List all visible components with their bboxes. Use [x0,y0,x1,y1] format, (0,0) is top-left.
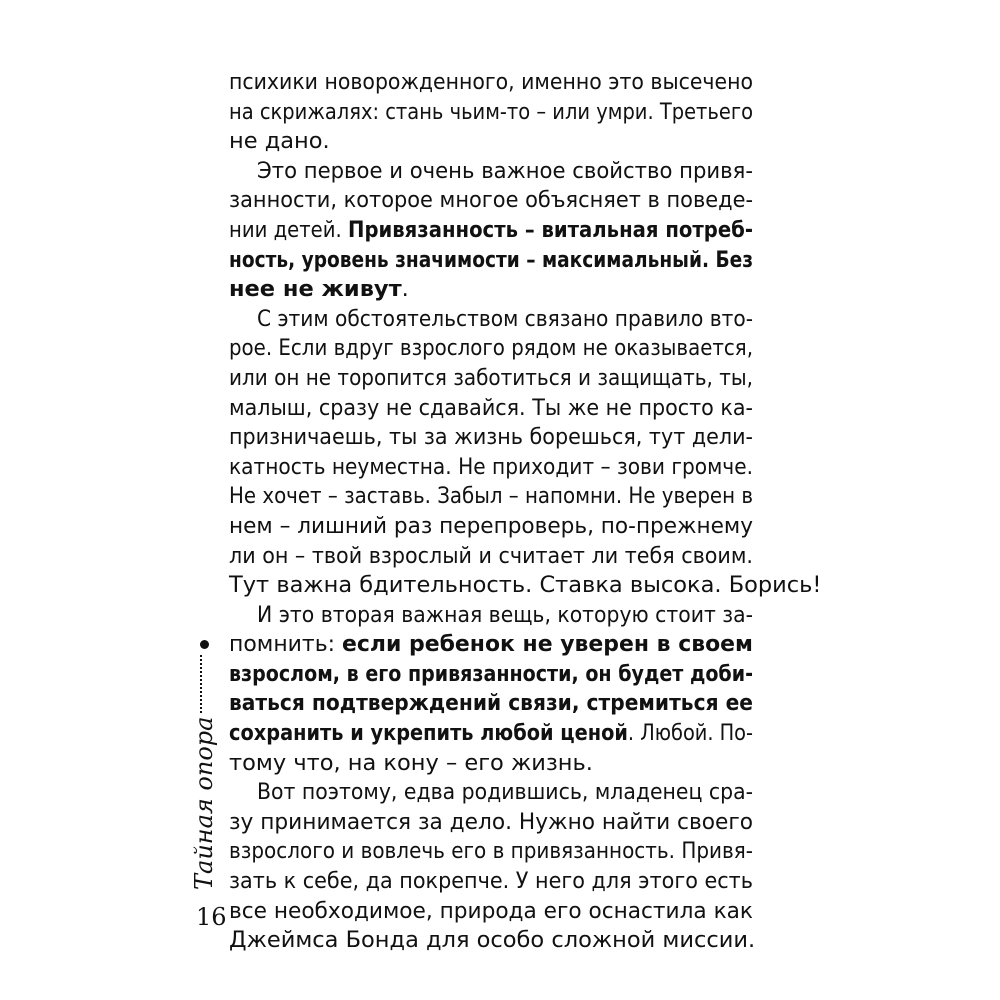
paragraph [229,778,756,956]
text-line [229,216,753,246]
text-line [229,512,753,542]
text-line [229,660,753,690]
leader-dots [200,655,202,713]
text-line [229,98,753,128]
running-title [186,640,222,890]
text: малыш, сразу не сдавайся. Ты же не просто ка- [229,394,753,421]
body-text [229,68,822,956]
text-line [229,423,753,453]
text: зу принимается за дело. Нужно найти своего [229,808,753,835]
bold-text: если ребенок не уверен в своем [342,631,753,658]
bold-text: Привязанность – витальная потреб- [348,216,753,243]
text: тому что, на кону – его жизнь. [229,749,593,776]
text-line [229,127,753,157]
text: ли он – твой взрослый и считает ли тебя своим. [229,542,753,569]
paragraph [229,305,822,601]
text: И это вторая важная вещь, которую стоит за- [257,601,753,628]
text-line [229,778,753,808]
text-line [229,275,753,305]
text: не дано. [229,128,330,155]
text: взрослого и вовлечь его в привязанность. Привя- [229,838,753,865]
text-line [229,246,753,276]
text: катность неуместна. Не приходит – зови громче. [229,453,753,480]
bold-text: сохранить и укрепить любой ценой [229,720,628,747]
text: зать к себе, да покрепче. У него для этого есть [229,868,753,895]
text: Джеймса Бонда для особо сложной миссии. [229,927,756,954]
text-line [229,394,753,424]
text-line [229,630,753,660]
text: призничаешь, ты за жизнь борешься, тут дели- [229,424,753,451]
text-line [229,808,753,838]
text: занности, которое многое объясняет в поведе- [229,187,753,214]
text: или он не торопится заботиться и защищать, ты, [229,364,753,391]
text-line [229,186,753,216]
bold-text: взрослом, в его привязанности, он будет доби- [229,660,753,687]
bold-text: ваться подтверждений связи, стремиться ее [229,690,753,717]
bold-text: ность, уровень значимости – максимальный. Без [229,246,753,273]
text-line [229,157,753,187]
text-line [229,68,753,98]
text: С этим обстоятельством связано правило вто- [257,305,753,332]
page-number: 16 [196,903,227,931]
text-line [229,926,756,956]
text-line [229,719,753,749]
text-line [229,601,753,631]
text-line [229,542,753,572]
text-line [229,453,753,483]
text: Вот поэтому, едва родившись, младенец сра- [257,779,753,806]
text: нии детей. [229,216,349,243]
text: психики новорожденного, именно это высечено [229,69,753,95]
text-line [229,867,753,897]
text-line [229,689,753,719]
text-line [229,837,753,867]
text: нем – лишний раз перепроверь, по-прежнему [229,512,753,539]
text: помнить: [229,631,343,658]
text: . Любой. По- [627,720,753,747]
text: рое. Если вдруг взрослого рядом не оказывается, [229,335,753,362]
bullet-dot-icon [200,640,209,649]
bold-text: нее не живут [229,276,402,303]
text-line [229,571,822,601]
text-line [229,305,753,335]
text: на скрижалях: стань чьим-то – или умри. Третьего [229,98,753,125]
text-line [229,897,753,927]
text: Не хочет – заставь. Забыл – напомни. Не уверен в [229,483,753,510]
text-line [229,334,753,364]
running-title-text: Тайная опора [190,716,218,890]
text: Это первое и очень важное свойство привя- [257,157,753,184]
paragraph [229,601,753,779]
text-line [229,482,753,512]
text-line [229,749,753,779]
paragraph [229,157,753,305]
paragraph [229,68,753,157]
text-line [229,364,753,394]
text: все необходимое, природа его оснастила как [229,897,753,924]
text: . [401,276,409,303]
text: Тут важна бдительность. Ставка высока. Борись! [229,572,822,599]
